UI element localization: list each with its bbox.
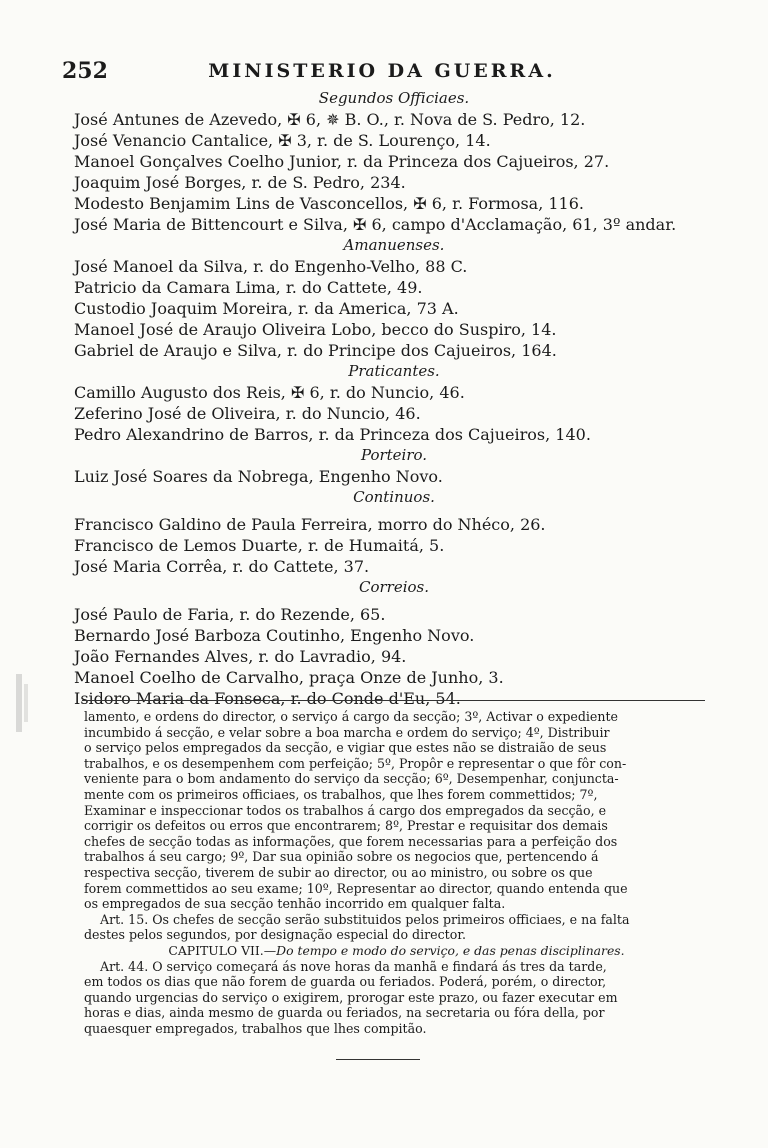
roster-entry: Patricio da Camara Lima, r. do Cattete, 49.: [74, 278, 423, 297]
paragraph-article-44: [84, 959, 709, 1037]
section-title: Segundos Officiaes.: [318, 89, 470, 107]
roster-entry: Gabriel de Araujo e Silva, r. do Principe dos Cajueiros, 164.: [74, 341, 557, 360]
section-title: Porteiro.: [360, 446, 428, 464]
roster-entry: Francisco Galdino de Paula Ferreira, morro do Nhéco, 26.: [74, 515, 546, 534]
paragraph-article-15: [84, 912, 709, 943]
text-line: em todos os dias que não forem de guarda ou feriados. Poderá, porém, o director,: [84, 974, 607, 990]
page-number: 252: [62, 58, 108, 84]
section-title: Continuos.: [353, 488, 435, 506]
text-line: lamento, e ordens do director, o serviço á cargo da secção; 3º, Activar o expediente: [84, 709, 619, 724]
roster-entry: Modesto Benjamim Lins de Vasconcellos, ✠ 6, r. Formosa, 116.: [74, 194, 584, 213]
running-title: MINISTERIO DA GUERRA.: [208, 60, 556, 82]
roster-entry: José Maria Corrêa, r. do Cattete, 37.: [74, 557, 370, 576]
text-line: horas e dias, ainda mesmo de guarda ou feriados, na secretaria ou fóra della, por: [84, 1005, 605, 1021]
roster-entry: José Antunes de Azevedo, ✠ 6, ✵ B. O., r. Nova de S. Pedro, 12.: [74, 110, 586, 129]
text-line: os empregados de sua secção tenhão incorrido em qualquer falta.: [84, 896, 506, 912]
roster-entry: Isidoro Maria da Fonseca, r. do Conde d'Eu, 54.: [74, 689, 461, 708]
roster-entry: José Venancio Cantalice, ✠ 3, r. de S. Lourenço, 14.: [74, 131, 491, 150]
text-line: respectiva secção, tiverem de subir ao director, ou ao ministro, ou sobre os que: [84, 864, 593, 880]
text-line: quaesquer empregados, trabalhos que lhes compitão.: [84, 1020, 427, 1036]
chapter-title: Do tempo e modo do serviço, e das penas disciplinares.: [276, 942, 625, 958]
roster-entry: Manoel Gonçalves Coelho Junior, r. da Princeza dos Cajueiros, 27.: [74, 152, 610, 171]
text-line: chefes de secção todas as informações, que forem necessarias para a perfeição dos: [84, 833, 618, 849]
text-line: Art. 44. O serviço começará ás nove horas da manhã e findará ás tres da tarde,: [100, 958, 607, 974]
roster-entry: José Manoel da Silva, r. do Engenho-Velho, 88 C.: [74, 257, 468, 276]
section-correios: [74, 577, 714, 709]
text-line: trabalhos, e os desempenhem com perfeição; 5º, Propôr e representar o que fôr con-: [84, 755, 627, 771]
chapter-heading: [84, 943, 709, 959]
library-stamp-mark: [8, 668, 36, 738]
text-line: Examinar e inspeccionar todos os trabalhos á cargo dos empregados da secção, e: [84, 802, 607, 818]
roster-entry: João Fernandes Alves, r. do Lavradio, 94.: [74, 647, 407, 666]
section-continuos: [74, 487, 714, 577]
roster-entry: Zeferino José de Oliveira, r. do Nuncio, 46.: [74, 404, 421, 423]
paragraph-duties: [84, 709, 709, 912]
chapter-label: CAPITULO VII.—: [168, 942, 277, 958]
footnote-divider: [82, 700, 705, 701]
roster-entry: Bernardo José Barboza Coutinho, Engenho Novo.: [74, 626, 475, 645]
roster-entry: Camillo Augusto dos Reis, ✠ 6, r. do Nuncio, 46.: [74, 383, 465, 402]
staff-roster: [74, 88, 714, 709]
text-line: o serviço pelos empregados da secção, e vigiar que estes não se distraião de seus: [84, 740, 607, 756]
section-praticantes: [74, 361, 714, 445]
end-divider: [336, 1059, 420, 1060]
section-segundos-officiaes: [74, 88, 714, 235]
roster-entry: Custodio Joaquim Moreira, r. da America, 73 A.: [74, 299, 459, 318]
roster-entry: Pedro Alexandrino de Barros, r. da Princeza dos Cajueiros, 140.: [74, 425, 591, 444]
text-line: incumbido á secção, e velar sobre a boa marcha e ordem do serviço; 4º, Distribuir: [84, 724, 610, 740]
roster-entry: José Paulo de Faria, r. do Rezende, 65.: [74, 605, 386, 624]
text-line: forem commettidos ao seu exame; 10º, Representar ao director, quando entenda que: [84, 880, 628, 896]
roster-entry: Francisco de Lemos Duarte, r. de Humaitá, 5.: [74, 536, 445, 555]
section-porteiro: [74, 445, 714, 487]
roster-entry: Luiz José Soares da Nobrega, Engenho Novo.: [74, 467, 443, 486]
text-line: quando urgencias do serviço o exigirem, prorogar este prazo, ou fazer executar em: [84, 989, 618, 1005]
text-line: destes pelos segundos, por designação especial do director.: [84, 927, 466, 943]
text-line: trabalhos á seu cargo; 9º, Dar sua opinião sobre os negocios que, pertencendo á: [84, 849, 599, 865]
text-line: mente com os primeiros officiaes, os trabalhos, que lhes forem commettidos; 7º,: [84, 786, 598, 802]
footnote-text: [84, 709, 709, 1036]
text-line: Art. 15. Os chefes de secção serão substituidos pelos primeiros officiaes, e na falta: [100, 911, 630, 927]
roster-entry: José Maria de Bittencourt e Silva, ✠ 6, campo d'Acclamação, 61, 3º andar.: [74, 215, 677, 234]
section-amanuenses: [74, 235, 714, 361]
roster-entry: Joaquim José Borges, r. de S. Pedro, 234.: [74, 173, 406, 192]
section-title: Correios.: [358, 578, 430, 596]
section-title: Amanuenses.: [343, 236, 445, 254]
section-title: Praticantes.: [348, 362, 440, 380]
text-line: veniente para o bom andamento do serviço da secção; 6º, Desempenhar, conjuncta-: [84, 771, 619, 787]
roster-entry: Manoel José de Araujo Oliveira Lobo, becco do Suspiro, 14.: [74, 320, 557, 339]
text-line: corrigir os defeitos ou erros que encontrarem; 8º, Prestar e requisitar dos demais: [84, 818, 608, 834]
roster-entry: Manoel Coelho de Carvalho, praça Onze de Junho, 3.: [74, 668, 504, 687]
page-header: [62, 58, 702, 86]
